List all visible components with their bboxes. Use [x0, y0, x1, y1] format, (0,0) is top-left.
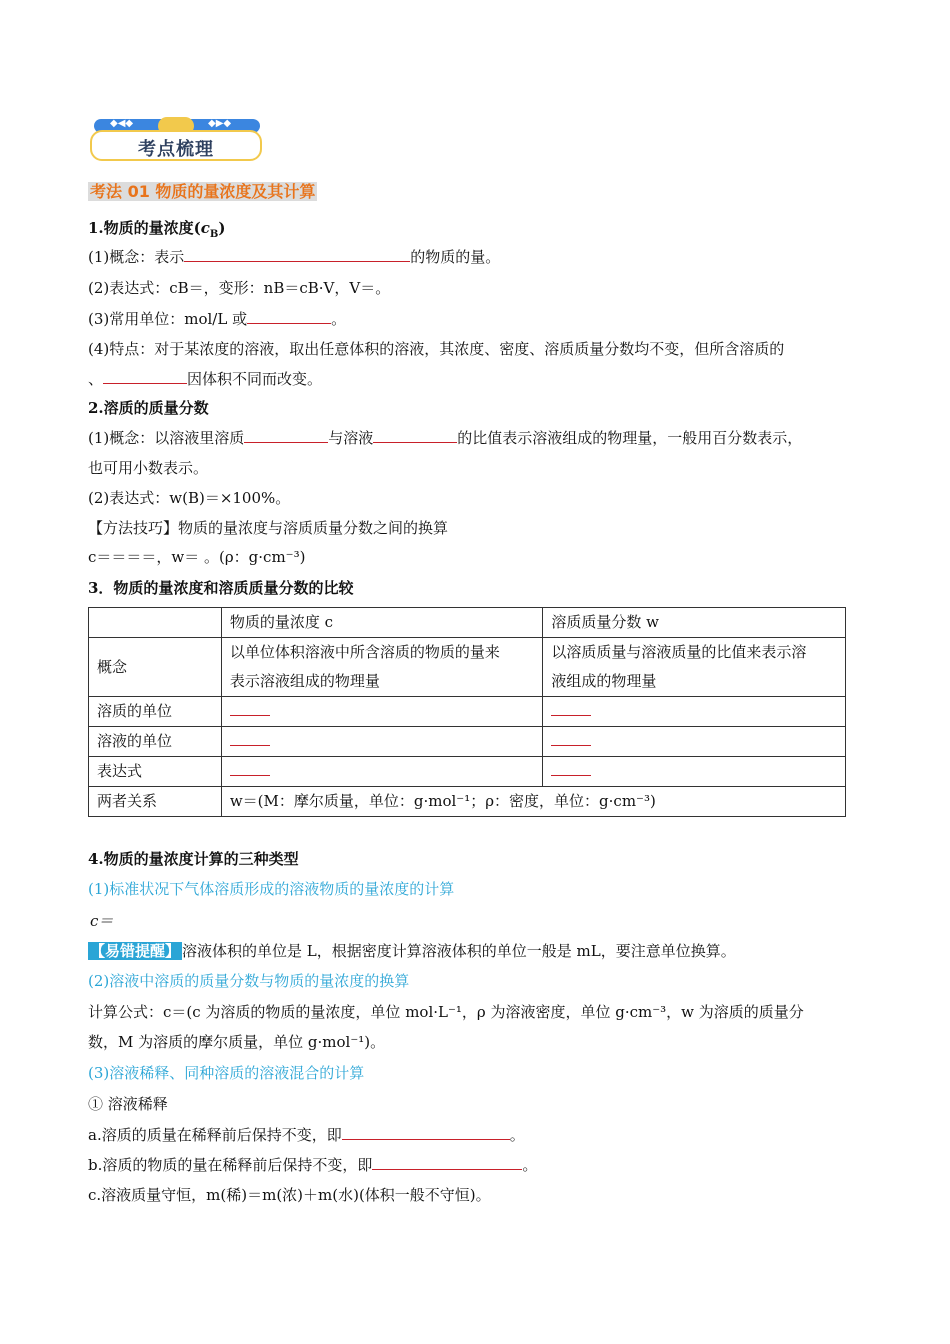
fill-blank[interactable]	[230, 759, 270, 776]
s2-p2: (2)表达式：w(B)＝×100%。	[88, 489, 291, 507]
row-label: 溶质的单位	[89, 697, 222, 727]
arrows-left-icon: ◆◀◆	[110, 118, 134, 129]
table-cell	[543, 697, 846, 727]
fill-blank[interactable]	[373, 428, 457, 443]
fill-blank[interactable]	[184, 247, 410, 262]
table-cell	[89, 608, 222, 638]
relation-cell: w＝(M：摩尔质量，单位：g·mol⁻¹；ρ：密度，单位：g·cm⁻³)	[221, 787, 845, 817]
row-label: 溶液的单位	[89, 727, 222, 757]
table-cell: 以溶质质量与溶液质量的比值来表示溶 液组成的物理量	[543, 638, 846, 697]
table-row	[89, 608, 846, 638]
s1-p1: (1)概念：表示 的物质的量。	[88, 248, 501, 266]
s4-c: c.溶液质量守恒，m(稀)＝m(浓)＋m(水)(体积一般不守恒)。	[88, 1186, 491, 1204]
s2-formula: c＝＝＝＝，w＝ 。(ρ：g·cm⁻³)	[88, 548, 306, 566]
table-cell	[543, 757, 846, 787]
s4-calc-a: 计算公式：c＝(c 为溶质的物质的量浓度，单位 mol·L⁻¹，ρ 为溶液密度，单位 g·cm⁻³，w 为溶质的质量分	[88, 1003, 804, 1021]
tip-label: 【易错提醒】	[90, 942, 181, 960]
s1-p4b: 、 因体积不同而改变。	[88, 370, 323, 388]
table-cell: 以单位体积溶液中所含溶质的物质的量来 表示溶液组成的物理量	[221, 638, 543, 697]
section-title-line	[88, 182, 317, 202]
table-cell	[543, 727, 846, 757]
section-title: 考法 01 物质的量浓度及其计算	[90, 182, 316, 201]
fill-blank[interactable]	[244, 428, 328, 443]
s3-heading: 3．物质的量浓度和溶质质量分数的比较	[88, 579, 354, 597]
s4-heading: 4.物质的量浓度计算的三种类型	[88, 850, 299, 868]
table-row	[89, 697, 846, 727]
s1-heading: 1.物质的量浓度$(c_B)$	[88, 219, 226, 240]
table-row	[89, 727, 846, 757]
fill-blank[interactable]	[247, 309, 331, 324]
fill-blank[interactable]	[230, 729, 270, 746]
fill-blank[interactable]	[342, 1125, 510, 1140]
s4-dilution: ① 溶液稀释	[88, 1095, 168, 1113]
table-cell	[221, 697, 543, 727]
s1-p3: (3)常用单位：mol/L 或 。	[88, 310, 347, 328]
s4-type1: (1)标准状况下气体溶质形成的溶液物质的量浓度的计算	[88, 880, 455, 898]
arrows-right-icon: ◆▶◆	[208, 118, 232, 129]
s4-a: a.溶质的质量在稀释前后保持不变，即 。	[88, 1126, 525, 1144]
s2-tip: 【方法技巧】物质的量浓度与溶质质量分数之间的换算	[88, 519, 449, 537]
table-row	[89, 757, 846, 787]
s4-type3: (3)溶液稀释、同种溶质的溶液混合的计算	[88, 1064, 365, 1082]
table-header: 溶质质量分数 w	[543, 608, 846, 638]
comparison-table	[88, 607, 846, 817]
table-row	[89, 638, 846, 697]
table-header: 物质的量浓度 c	[221, 608, 543, 638]
row-label: 概念	[89, 638, 222, 697]
fill-blank[interactable]	[372, 1155, 522, 1170]
s4-calc-b: 数，M 为溶质的摩尔质量，单位 g·mol⁻¹)。	[88, 1033, 386, 1051]
fill-blank[interactable]	[551, 699, 591, 716]
row-label: 两者关系	[89, 787, 222, 817]
s4-tip: 【易错提醒】 溶液体积的单位是 L，根据密度计算溶液体积的单位一般是 mL，要注意单位换算。	[90, 942, 736, 960]
s2-heading: 2.溶质的质量分数	[88, 399, 209, 417]
s4-b: b.溶质的物质的量在稀释前后保持不变，即 。	[88, 1156, 538, 1174]
banner-title: 考点梳理	[138, 139, 214, 160]
fill-blank[interactable]	[230, 699, 270, 716]
row-label: 表达式	[89, 757, 222, 787]
s1-p4a: (4)特点：对于某浓度的溶液，取出任意体积的溶液，其浓度、密度、溶质质量分数均不变，但所含溶质的	[88, 340, 785, 358]
table-row	[89, 787, 846, 817]
fill-blank[interactable]	[551, 759, 591, 776]
s4-formula1: c＝	[90, 912, 114, 930]
table-cell	[221, 757, 543, 787]
table-cell	[221, 727, 543, 757]
fill-blank[interactable]	[551, 729, 591, 746]
s2-p1-cont: 也可用小数表示。	[88, 459, 209, 477]
s1-p2: (2)表达式：cB＝，变形：nB＝cB·V，V＝。	[88, 279, 391, 297]
fill-blank[interactable]	[103, 369, 187, 384]
s2-p1: (1)概念：以溶液里溶质 与溶液 的比值表示溶液组成的物理量，一般用百分数表示，	[88, 429, 803, 447]
section-banner	[90, 117, 265, 163]
s4-type2: (2)溶液中溶质的质量分数与物质的量浓度的换算	[88, 972, 410, 990]
